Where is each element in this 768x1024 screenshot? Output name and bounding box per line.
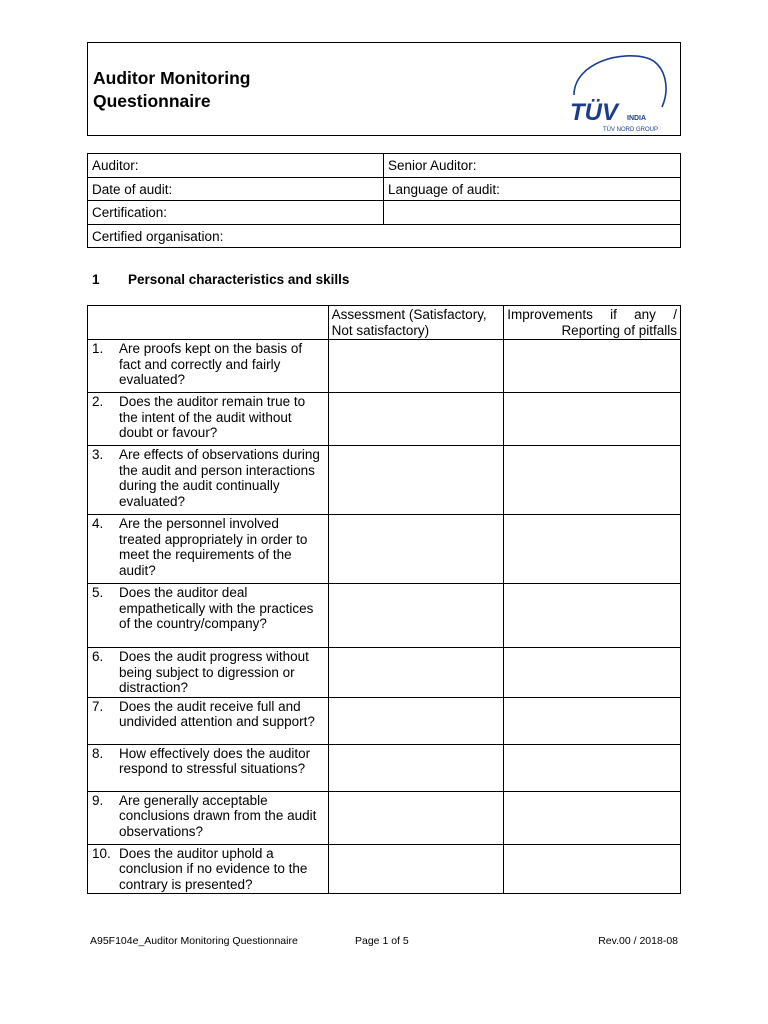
question-number: 8. xyxy=(92,745,104,761)
question-text: Are effects of observations during the audit and person interactions during the audit continually evaluated? xyxy=(119,447,320,509)
footer-page-number: Page 1 of 5 xyxy=(355,935,409,947)
question-header-cell xyxy=(88,306,329,340)
question-row xyxy=(88,844,681,894)
question-content xyxy=(92,585,324,632)
document-header xyxy=(87,42,681,136)
section-heading xyxy=(92,272,349,287)
improvements-cell[interactable] xyxy=(504,791,681,844)
question-number: 7. xyxy=(92,698,104,714)
assessment-cell[interactable] xyxy=(328,791,504,844)
title-line-2: Questionnaire xyxy=(93,91,211,111)
improvements-cell[interactable] xyxy=(504,393,681,446)
question-cell xyxy=(88,744,329,791)
assessment-cell[interactable] xyxy=(328,744,504,791)
question-number: 9. xyxy=(92,792,104,808)
question-cell xyxy=(88,515,329,584)
audit-info-table xyxy=(87,153,681,248)
question-text: Does the auditor uphold a conclusion if no evidence to the contrary is presented? xyxy=(119,845,308,892)
question-cell xyxy=(88,446,329,515)
assessment-cell[interactable] xyxy=(328,446,504,515)
assessment-cell[interactable] xyxy=(328,340,504,393)
question-text: Are generally acceptable conclusions drawn from the audit observations? xyxy=(119,792,317,839)
question-row xyxy=(88,393,681,446)
question-content xyxy=(92,649,324,696)
question-cell xyxy=(88,844,329,894)
question-text: Are proofs kept on the basis of fact and correctly and fairly evaluated? xyxy=(119,341,303,387)
question-text: Are the personnel involved treated appropriately in order to meet the requirements of the audit? xyxy=(119,516,308,578)
senior-auditor-field[interactable]: Senior Auditor: xyxy=(384,154,681,178)
logo-group-text: TÜV NORD GROUP xyxy=(603,127,659,133)
logo-brand-text: TÜV xyxy=(570,99,618,126)
info-row xyxy=(88,177,681,201)
footer-revision: Rev.00 / 2018-08 xyxy=(598,935,678,947)
assessment-cell[interactable] xyxy=(328,697,504,744)
question-number: 10. xyxy=(92,845,111,861)
question-text: How effectively does the auditor respond to stressful situations? xyxy=(119,745,311,776)
question-text: Does the audit receive full and undivided attention and support? xyxy=(119,698,315,729)
question-text: Does the auditor remain true to the intent of the audit without doubt or favour? xyxy=(119,394,306,440)
question-content xyxy=(92,447,324,509)
question-content xyxy=(92,793,324,840)
question-row xyxy=(88,697,681,744)
question-number: 5. xyxy=(92,585,104,600)
question-text: Does the auditor deal empathetically with the practices of the country/company? xyxy=(119,585,314,631)
questionnaire-table xyxy=(87,305,681,894)
question-cell xyxy=(88,340,329,393)
question-number: 1. xyxy=(92,341,104,356)
certified-organisation-field[interactable]: Certified organisation: xyxy=(88,224,681,248)
question-number: 3. xyxy=(92,447,104,462)
certification-field[interactable]: Certification: xyxy=(88,201,384,225)
improvements-cell[interactable] xyxy=(504,340,681,393)
improvements-cell[interactable] xyxy=(504,744,681,791)
question-content xyxy=(92,699,324,730)
tuv-india-logo xyxy=(562,45,672,135)
improvements-cell[interactable] xyxy=(504,697,681,744)
info-row xyxy=(88,224,681,248)
question-content xyxy=(92,341,324,388)
table-header-row xyxy=(88,306,681,340)
question-row xyxy=(88,515,681,584)
question-number: 4. xyxy=(92,516,104,531)
assessment-header: Assessment (Satisfactory, Not satisfactory) xyxy=(328,306,504,340)
section-number: 1 xyxy=(92,272,100,287)
title-line-1: Auditor Monitoring xyxy=(93,68,251,88)
language-of-audit-field[interactable]: Language of audit: xyxy=(384,177,681,201)
footer-document-id: A95F104e_Auditor Monitoring Questionnaire xyxy=(90,935,298,947)
question-text: Does the audit progress without being subject to digression or distraction? xyxy=(119,649,309,695)
question-number: 2. xyxy=(92,394,104,409)
improvements-cell[interactable] xyxy=(504,446,681,515)
question-cell xyxy=(88,648,329,698)
improvements-cell[interactable] xyxy=(504,648,681,698)
question-cell xyxy=(88,393,329,446)
question-row xyxy=(88,791,681,844)
question-cell xyxy=(88,697,329,744)
date-of-audit-field[interactable]: Date of audit: xyxy=(88,177,384,201)
question-row xyxy=(88,446,681,515)
question-row xyxy=(88,744,681,791)
info-row xyxy=(88,201,681,225)
question-row xyxy=(88,340,681,393)
assessment-cell[interactable] xyxy=(328,648,504,698)
document-title xyxy=(93,67,250,113)
assessment-cell[interactable] xyxy=(328,393,504,446)
question-row xyxy=(88,648,681,698)
question-content xyxy=(92,394,324,441)
improvements-cell[interactable] xyxy=(504,515,681,584)
info-row xyxy=(88,154,681,178)
question-content xyxy=(92,516,324,578)
improvements-cell[interactable] xyxy=(504,844,681,894)
improvements-header: Improvements if any / Reporting of pitfalls xyxy=(504,306,681,340)
question-cell xyxy=(88,584,329,648)
question-content xyxy=(92,746,324,777)
question-number: 6. xyxy=(92,649,104,664)
question-row xyxy=(88,584,681,648)
assessment-cell[interactable] xyxy=(328,844,504,894)
assessment-cell[interactable] xyxy=(328,515,504,584)
empty-field[interactable] xyxy=(384,201,681,225)
logo-region-text: INDIA xyxy=(627,115,647,122)
assessment-cell[interactable] xyxy=(328,584,504,648)
improvements-cell[interactable] xyxy=(504,584,681,648)
question-content xyxy=(92,846,324,893)
auditor-field[interactable]: Auditor: xyxy=(88,154,384,178)
question-cell xyxy=(88,791,329,844)
section-title: Personal characteristics and skills xyxy=(128,272,350,287)
